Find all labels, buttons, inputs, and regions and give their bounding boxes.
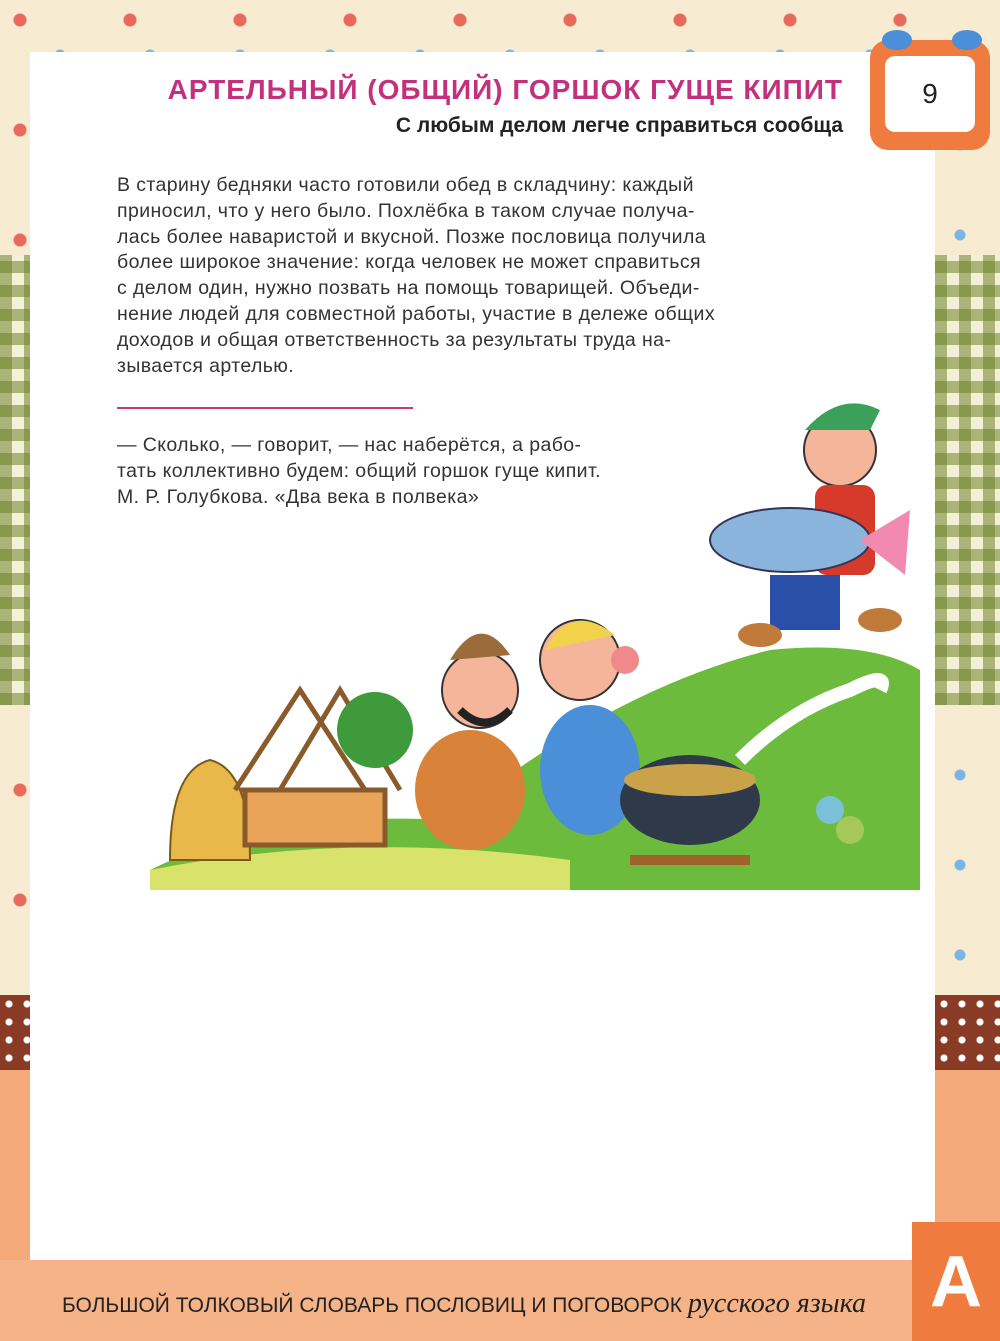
body-line: более широкое значение: когда человек не может справиться	[117, 251, 701, 274]
polka-band-left	[0, 995, 30, 1070]
section-letter: А	[912, 1222, 1000, 1341]
proverb-subtitle: С любым делом легче справиться сообща	[395, 114, 843, 137]
bow-left-icon	[882, 30, 912, 50]
gingham-band-right	[935, 255, 1000, 705]
body-line: лась более наваристой и вкусной. Позже пословица получила	[117, 225, 706, 248]
body-line: с делом один, нужно позвать на помощь товарищей. Объеди-	[117, 277, 700, 300]
polka-band-right	[935, 995, 1000, 1070]
quote-line: тать коллективно будем: общий горшок гуще кипит.	[117, 459, 601, 482]
body-line: доходов и общая ответственность за результаты труда на-	[117, 328, 672, 351]
explanation-text	[117, 173, 832, 379]
footer-script: русского языка	[687, 1288, 866, 1319]
quote-source: М. Р. Голубкова. «Два века в полвека»	[117, 485, 480, 508]
body-line: нение людей для совместной работы, участие в дележе общих	[117, 302, 716, 325]
body-line: В старину бедняки часто готовили обед в складчину: каждый	[117, 174, 694, 196]
bow-right-icon	[952, 30, 982, 50]
book-title-footer	[62, 1288, 866, 1320]
proverb-title: АРТЕЛЬНЫЙ (ОБЩИЙ) ГОРШОК ГУЩЕ КИПИТ	[167, 74, 843, 105]
gingham-band-left	[0, 255, 30, 705]
footer-main: БОЛЬШОЙ ТОЛКОВЫЙ СЛОВАРЬ ПОСЛОВИЦ И ПОГОВОРОК	[62, 1294, 682, 1317]
page-number: 9	[885, 56, 975, 132]
body-line: зывается артелью.	[117, 354, 295, 377]
quote-line: — Сколько, — говорит, — нас наберётся, а рабо-	[117, 434, 582, 456]
body-line: приносил, что у него было. Похлёбка в таком случае получа-	[117, 199, 695, 222]
cartoon-illustration	[150, 390, 920, 890]
